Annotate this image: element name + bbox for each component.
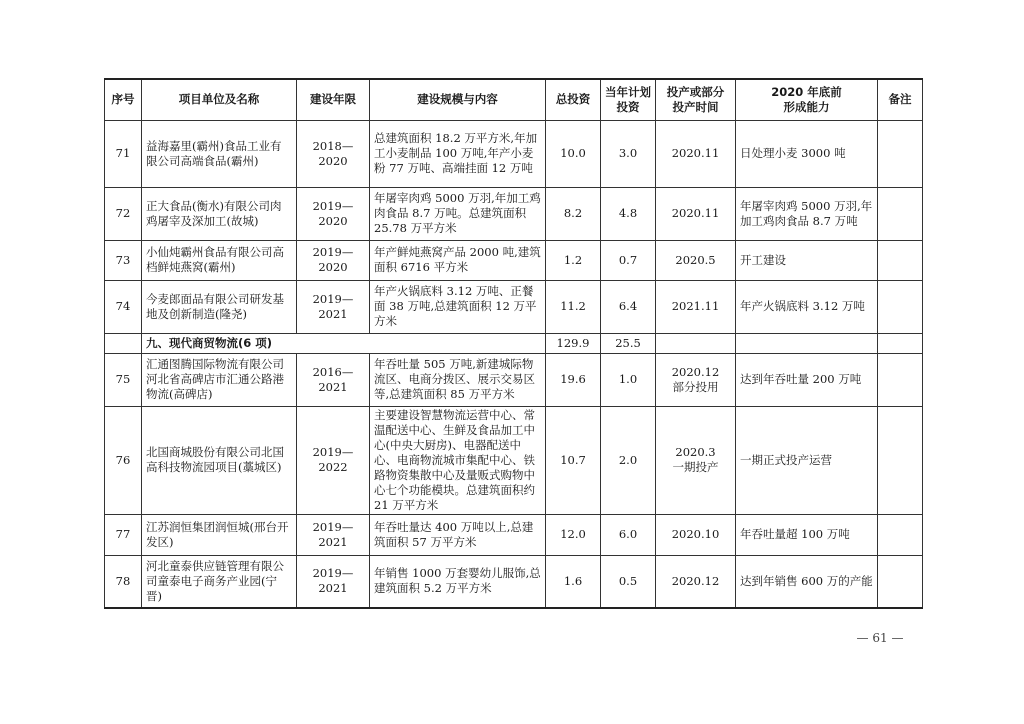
cell-prod-line1: 2020.3: [675, 445, 716, 459]
cell-period: 2019—2020: [297, 187, 370, 240]
table-row: [105, 353, 923, 406]
cell-seq: 72: [105, 187, 142, 240]
cell-prod: [656, 555, 736, 608]
cell-seq: 78: [105, 555, 142, 608]
cell-remark: [878, 240, 923, 280]
cell-period: 2016—2021: [297, 353, 370, 406]
table-row: [105, 406, 923, 514]
header-remark: 备注: [878, 79, 923, 120]
cell-prod-line1: 2020.12: [671, 573, 720, 588]
cell-prod: 2020.11: [656, 187, 736, 240]
cell-total: 12.0: [546, 514, 601, 555]
cell-scale: 年屠宰肉鸡 5000 万羽,年加工鸡肉食品 8.7 万吨。总建筑面积 25.78 万平方米: [370, 187, 546, 240]
cell-remark: [878, 120, 923, 187]
section-title: 九、现代商贸物流(6 项): [142, 333, 546, 353]
header-unit: 项目单位及名称: [142, 79, 297, 120]
cell-remark: [878, 280, 923, 333]
cell-unit: 河北童泰供应链管理有限公司童泰电子商务产业园(宁晋): [142, 555, 297, 608]
table-row: [105, 555, 923, 608]
cell-scale: 年产鲜炖燕窝产品 2000 吨,建筑面积 6716 平方米: [370, 240, 546, 280]
cell-unit: 正大食品(衡水)有限公司肉鸡屠宰及深加工(故城): [142, 187, 297, 240]
cell-total: 1.2: [546, 240, 601, 280]
cell-unit: 汇通图腾国际物流有限公司河北省高碑店市汇通公路港物流(高碑店): [142, 353, 297, 406]
header-cap-line2: 形成能力: [783, 99, 830, 114]
cell-scale: 总建筑面积 18.2 万平方米,年加工小麦制品 100 万吨,年产小麦粉 77 万吨、高端挂面 12 万吨: [370, 120, 546, 187]
header-prod: [656, 79, 736, 120]
cell-remark: [878, 333, 923, 353]
cell-plan: 4.8: [601, 187, 656, 240]
header-plan-line2: 投资: [616, 99, 640, 114]
cell-prod-line1: 2020.10: [671, 527, 720, 541]
cell-seq: 71: [105, 120, 142, 187]
cell-remark: [878, 187, 923, 240]
cell-unit: 今麦郎面品有限公司研发基地及创新制造(隆尧): [142, 280, 297, 333]
header-plan-line1: 当年计划: [605, 84, 651, 99]
cell-capacity: 年产火锅底料 3.12 万吨: [736, 280, 878, 333]
cell-plan: 1.0: [601, 353, 656, 406]
cell-remark: [878, 406, 923, 514]
page-number: — 61 —: [856, 631, 904, 645]
cell-prod: [656, 406, 736, 514]
header-period: 建设年限: [297, 79, 370, 120]
cell-plan: 6.0: [601, 514, 656, 555]
cell-prod: [656, 353, 736, 406]
cell-capacity: 年吞吐量超 100 万吨: [736, 514, 878, 555]
cell-prod: 2020.11: [656, 120, 736, 187]
cell-unit: 小仙炖霸州食品有限公司高档鲜炖燕窝(霸州): [142, 240, 297, 280]
project-table: [104, 78, 923, 609]
header-total: 总投资: [546, 79, 601, 120]
cell-prod: [656, 514, 736, 555]
table-row: [105, 187, 923, 240]
header-prod-line1: 投产或部分: [666, 84, 725, 99]
cell-unit: 江苏润恒集团润恒城(邢台开发区): [142, 514, 297, 555]
cell-prod: [656, 333, 736, 353]
cell-prod-line2: 部分投用: [672, 379, 719, 394]
cell-capacity: 一期正式投产运营: [736, 406, 878, 514]
cell-unit: 益海嘉里(霸州)食品工业有限公司高端食品(霸州): [142, 120, 297, 187]
header-plan: [601, 79, 656, 120]
section-row: [105, 333, 923, 353]
table-header-row: [105, 79, 923, 120]
cell-plan: 0.7: [601, 240, 656, 280]
section-plan: 25.5: [601, 333, 656, 353]
cell-prod: 2020.5: [656, 240, 736, 280]
section-total: 129.9: [546, 333, 601, 353]
cell-scale: 年吞吐量 505 万吨,新建城际物流区、电商分拨区、展示交易区等,总建筑面积 85 万平方米: [370, 353, 546, 406]
table-row: [105, 240, 923, 280]
cell-seq: 76: [105, 406, 142, 514]
cell-scale: 年产火锅底料 3.12 万吨、正餐面 38 万吨,总建筑面积 12 万平方米: [370, 280, 546, 333]
header-cap-line1: 2020 年底前: [771, 84, 842, 99]
cell-period: 2019—2021: [297, 280, 370, 333]
cell-scale: 年吞吐量达 400 万吨以上,总建筑面积 57 万平方米: [370, 514, 546, 555]
cell-capacity: 达到年销售 600 万的产能: [736, 555, 878, 608]
cell-capacity: 日处理小麦 3000 吨: [736, 120, 878, 187]
cell-remark: [878, 555, 923, 608]
header-scale: 建设规模与内容: [370, 79, 546, 120]
cell-unit: 北国商城股份有限公司北国高科技物流园项目(藁城区): [142, 406, 297, 514]
table-row: [105, 280, 923, 333]
cell-remark: [878, 514, 923, 555]
cell-capacity: [736, 333, 878, 353]
cell-prod: 2021.11: [656, 280, 736, 333]
cell-seq: 74: [105, 280, 142, 333]
cell-plan: 3.0: [601, 120, 656, 187]
cell-scale: 主要建设智慧物流运营中心、常温配送中心、生鲜及食品加工中心(中央大厨房)、电器配送中心、电商物流城市集配中心、铁路物资集散中心及量贩式购物中心七个功能模块。总建筑面积约 21 万平方米: [370, 406, 546, 514]
table-row: [105, 120, 923, 187]
cell-prod-line2: 一期投产: [672, 460, 719, 474]
header-capacity: [736, 79, 878, 120]
cell-seq: 73: [105, 240, 142, 280]
cell-seq: 77: [105, 514, 142, 555]
header-prod-line2: 投产时间: [672, 99, 719, 114]
cell-prod-line1: 2020.12: [671, 364, 720, 379]
header-seq: 序号: [105, 79, 142, 120]
cell-period: 2019—2021: [297, 555, 370, 608]
cell-plan: 0.5: [601, 555, 656, 608]
table-row: [105, 514, 923, 555]
cell-total: 8.2: [546, 187, 601, 240]
cell-capacity: 开工建设: [736, 240, 878, 280]
cell-plan: 6.4: [601, 280, 656, 333]
cell-capacity: 达到年吞吐量 200 万吨: [736, 353, 878, 406]
cell-seq: [105, 333, 142, 353]
cell-remark: [878, 353, 923, 406]
cell-plan: 2.0: [601, 406, 656, 514]
cell-capacity: 年屠宰肉鸡 5000 万羽,年加工鸡肉食品 8.7 万吨: [736, 187, 878, 240]
cell-total: 1.6: [546, 555, 601, 608]
cell-total: 10.0: [546, 120, 601, 187]
cell-total: 19.6: [546, 353, 601, 406]
cell-scale: 年销售 1000 万套婴幼儿服饰,总建筑面积 5.2 万平方米: [370, 555, 546, 608]
cell-total: 11.2: [546, 280, 601, 333]
cell-total: 10.7: [546, 406, 601, 514]
cell-period: 2019—2022: [297, 406, 370, 514]
cell-period: 2018—2020: [297, 120, 370, 187]
cell-period: 2019—2020: [297, 240, 370, 280]
cell-period: 2019—2021: [297, 514, 370, 555]
cell-seq: 75: [105, 353, 142, 406]
